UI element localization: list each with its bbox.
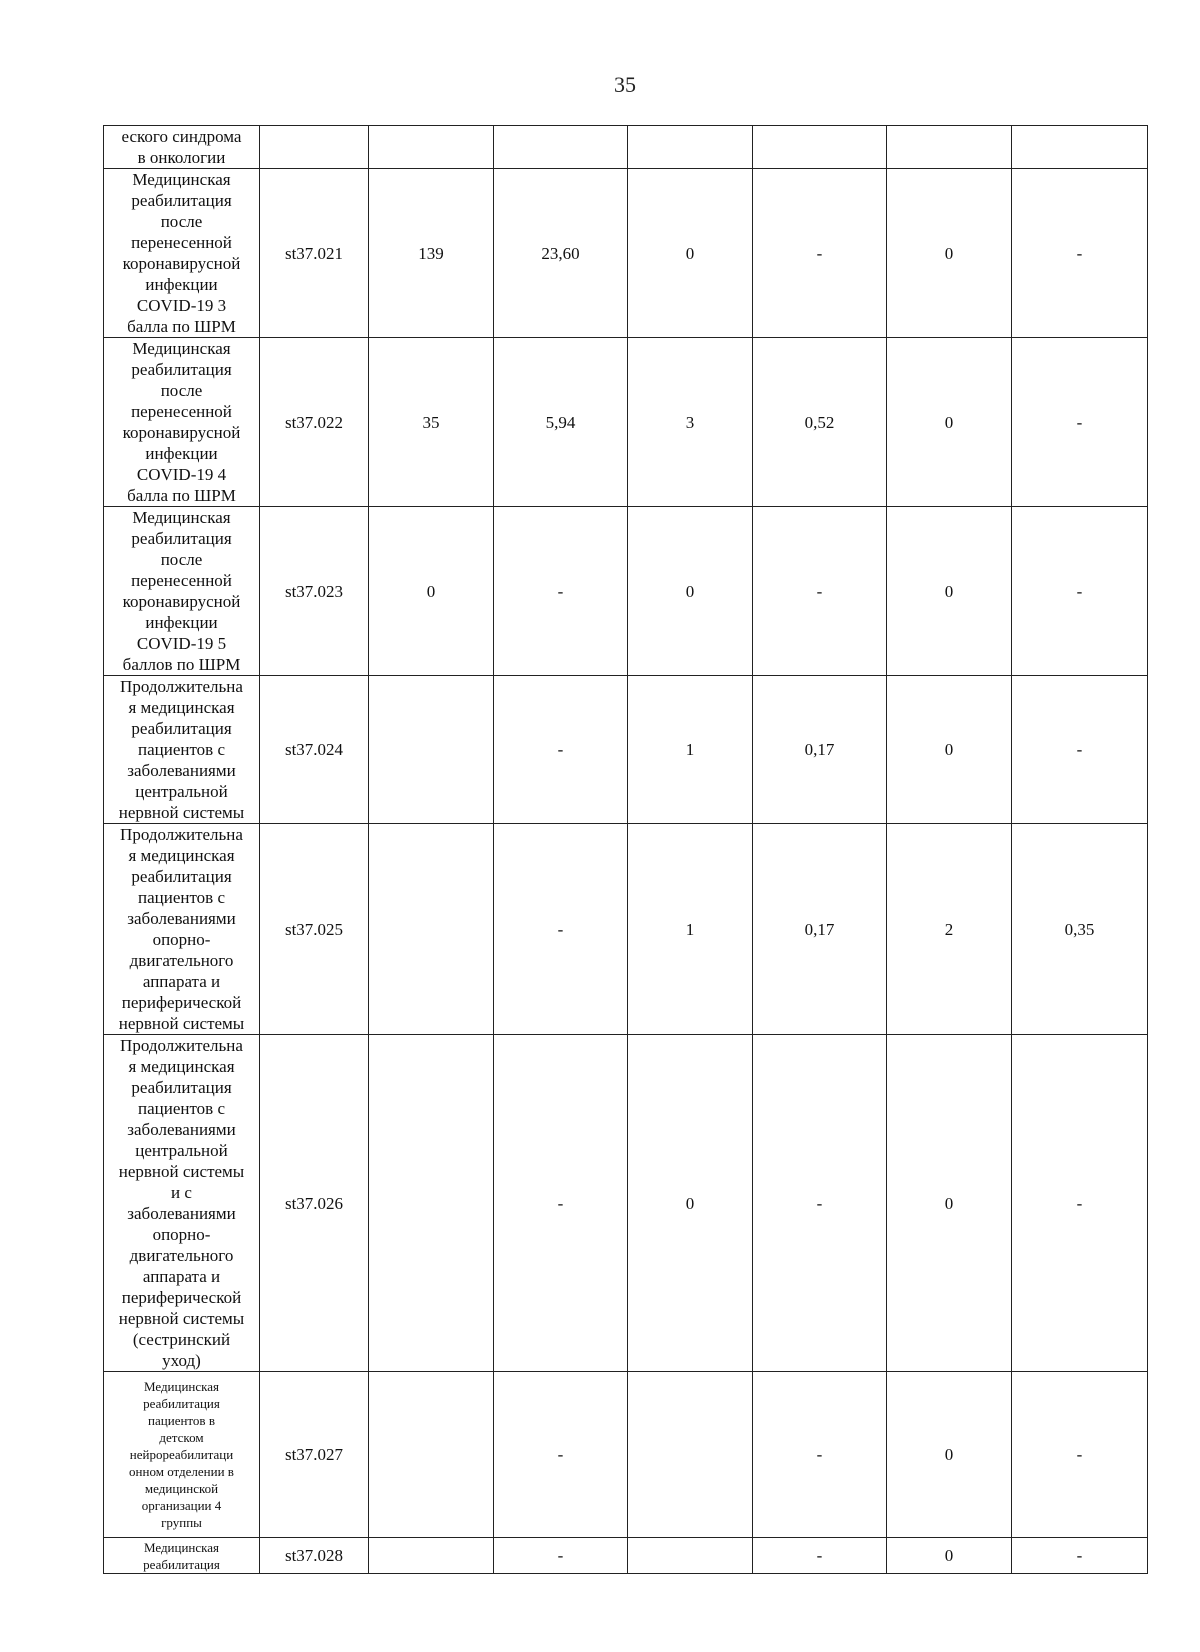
row-value-4: 0,52 (753, 338, 887, 507)
row-value-1 (369, 126, 494, 169)
row-value-6: - (1012, 1538, 1148, 1574)
row-code: st37.027 (260, 1372, 369, 1538)
row-name-cell (104, 676, 260, 824)
row-name-cell (104, 1035, 260, 1372)
row-value-6: - (1012, 338, 1148, 507)
row-value-4: - (753, 1372, 887, 1538)
row-value-1: 139 (369, 169, 494, 338)
row-name-cell (104, 507, 260, 676)
row-value-5: 0 (887, 169, 1012, 338)
row-code: st37.028 (260, 1538, 369, 1574)
row-name: Медицинская реабилитация пациентов в детском нейрореабилитаци онном отделении в медицинской организации 4 группы (129, 1379, 234, 1530)
row-value-4 (753, 126, 887, 169)
row-value-2: - (494, 1372, 628, 1538)
row-name-cell (104, 1538, 260, 1574)
row-name-cell (104, 824, 260, 1035)
page-number: 35 (614, 72, 636, 97)
row-value-1: 0 (369, 507, 494, 676)
row-value-2: - (494, 676, 628, 824)
row-value-4: - (753, 507, 887, 676)
row-value-1 (369, 824, 494, 1035)
row-value-5: 0 (887, 1035, 1012, 1372)
row-value-3: 1 (628, 676, 753, 824)
table-row (104, 507, 1148, 676)
row-value-3 (628, 126, 753, 169)
table-row (104, 1538, 1148, 1574)
row-value-5: 0 (887, 1538, 1012, 1574)
row-value-6: - (1012, 1372, 1148, 1538)
row-value-5 (887, 126, 1012, 169)
row-name: Медицинская реабилитация (143, 1539, 220, 1572)
row-value-6 (1012, 126, 1148, 169)
row-value-2: - (494, 507, 628, 676)
row-value-3 (628, 1372, 753, 1538)
row-value-2: 5,94 (494, 338, 628, 507)
row-value-2: - (494, 824, 628, 1035)
row-value-4: - (753, 1035, 887, 1372)
row-value-2 (494, 126, 628, 169)
row-value-6: - (1012, 507, 1148, 676)
row-name-cell (104, 169, 260, 338)
row-value-5: 0 (887, 1372, 1012, 1538)
row-value-3: 0 (628, 1035, 753, 1372)
row-value-4: - (753, 1538, 887, 1574)
row-code: st37.021 (260, 169, 369, 338)
row-value-4: - (753, 169, 887, 338)
row-value-1 (369, 1538, 494, 1574)
row-value-3: 0 (628, 507, 753, 676)
table-row (104, 169, 1148, 338)
row-value-1 (369, 1372, 494, 1538)
table-row (104, 824, 1148, 1035)
row-value-3 (628, 1538, 753, 1574)
row-name: Медицинская реабилитация после перенесенной коронавирусной инфекции COVID-19 3 балла по ШРМ (122, 170, 241, 336)
row-value-2: - (494, 1538, 628, 1574)
table-row (104, 1372, 1148, 1538)
row-value-6: - (1012, 1035, 1148, 1372)
row-name: еского синдрома в онкологии (121, 127, 242, 167)
row-code: st37.026 (260, 1035, 369, 1372)
row-value-1 (369, 676, 494, 824)
tariff-table (103, 125, 1148, 1574)
row-name: Медицинская реабилитация после перенесенной коронавирусной инфекции COVID-19 5 баллов по ШРМ (122, 508, 241, 674)
row-value-6: - (1012, 169, 1148, 338)
row-value-5: 2 (887, 824, 1012, 1035)
row-name-cell (104, 1372, 260, 1538)
row-value-6: - (1012, 676, 1148, 824)
table-row (104, 676, 1148, 824)
row-value-4: 0,17 (753, 676, 887, 824)
row-code: st37.022 (260, 338, 369, 507)
row-name-cell (104, 338, 260, 507)
row-value-2: - (494, 1035, 628, 1372)
row-value-3: 1 (628, 824, 753, 1035)
table-row (104, 338, 1148, 507)
row-name: Продолжительна я медицинская реабилитация пациентов с заболеваниями центральной нервной системы (118, 677, 245, 822)
row-value-3: 3 (628, 338, 753, 507)
table-row (104, 126, 1148, 169)
row-code (260, 126, 369, 169)
row-value-5: 0 (887, 338, 1012, 507)
row-value-6: 0,35 (1012, 824, 1148, 1035)
row-value-4: 0,17 (753, 824, 887, 1035)
row-value-5: 0 (887, 676, 1012, 824)
row-value-3: 0 (628, 169, 753, 338)
row-name: Продолжительна я медицинская реабилитация пациентов с заболеваниями центральной нервной системы и с заболеваниями опорно- двигательного аппарата и периферической нервной системы (сестринский уход) (118, 1036, 245, 1370)
row-value-2: 23,60 (494, 169, 628, 338)
row-value-1: 35 (369, 338, 494, 507)
row-value-5: 0 (887, 507, 1012, 676)
row-name-cell (104, 126, 260, 169)
row-code: st37.023 (260, 507, 369, 676)
row-name: Медицинская реабилитация после перенесенной коронавирусной инфекции COVID-19 4 балла по ШРМ (122, 339, 241, 505)
row-code: st37.025 (260, 824, 369, 1035)
row-value-1 (369, 1035, 494, 1372)
row-code: st37.024 (260, 676, 369, 824)
row-name: Продолжительна я медицинская реабилитация пациентов с заболеваниями опорно- двигательного аппарата и периферической нервной системы (118, 825, 245, 1033)
table-row (104, 1035, 1148, 1372)
